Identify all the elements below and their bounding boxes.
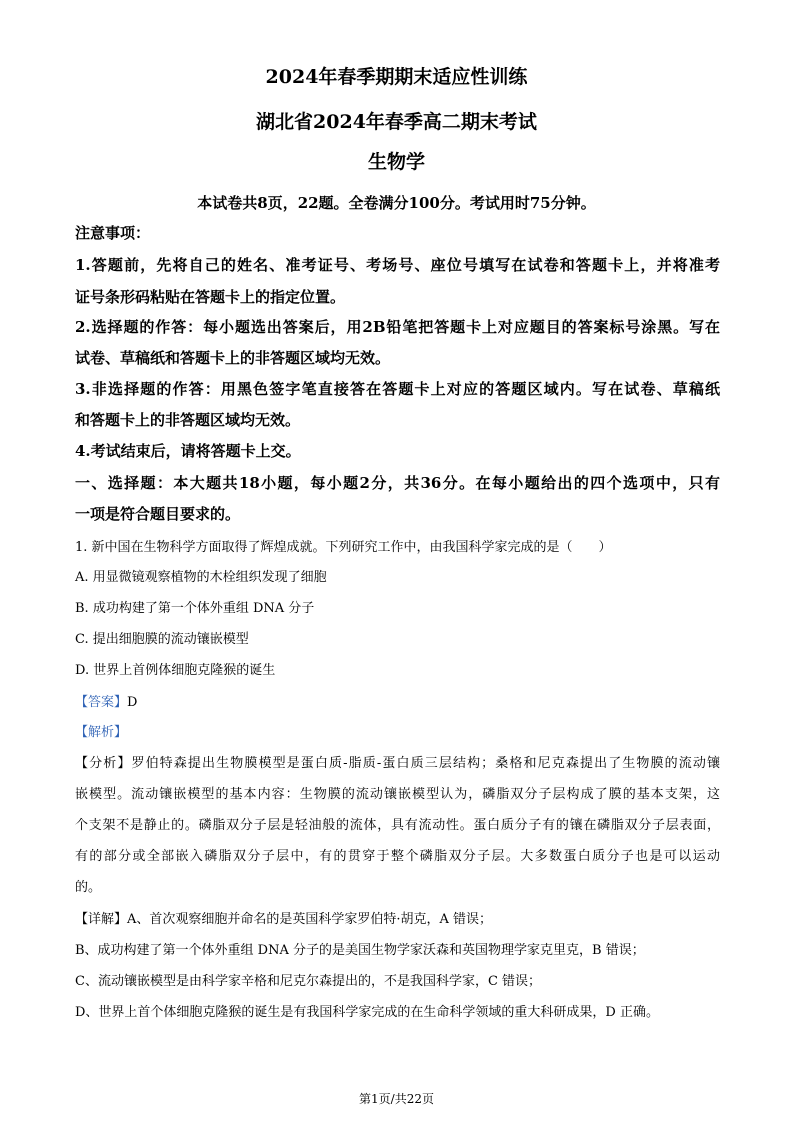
notice-heading: 注意事项： xyxy=(75,224,151,242)
notice-line: 和答题卡上的非答题区域均无效。 xyxy=(75,411,301,429)
notice-line: 1.答题前，先将自己的姓名、准考证号、考场号、座位号填写在试卷和答题卡上，并将准考 xyxy=(75,256,720,274)
analysis-line: 的。 xyxy=(75,880,102,895)
section-heading-cont: 一项是符合题目要求的。 xyxy=(75,505,241,523)
detail-line: B、成功构建了第一个体外重组 DNA 分子的是美国生物学家沃森和英国物理学家克里克，B 错误； xyxy=(75,943,645,958)
answer-line xyxy=(75,691,720,710)
answer-value: D xyxy=(127,695,138,710)
option-a: A. 用显微镜观察植物的木栓组织发现了细胞 xyxy=(75,570,327,585)
analysis-line: 【分析】罗伯特森提出生物膜模型是蛋白质-脂质-蛋白质三层结构；桑格和尼克森提出了生物膜的流动镶 xyxy=(75,756,720,771)
page-number: 第1页/共22页 xyxy=(359,1092,434,1106)
notice-line: 2.选择题的作答：每小题选出答案后，用2B铅笔把答题卡上对应题目的答案标号涂黑。写在 xyxy=(75,318,720,336)
answer-label: 【答案】 xyxy=(75,695,128,710)
option-b: B. 成功构建了第一个体外重组 DNA 分子 xyxy=(75,601,315,616)
analysis-line: 嵌模型。流动镶嵌模型的基本内容：生物膜的流动镶嵌模型认为，磷脂双分子层构成了膜的基本支架，这 xyxy=(75,787,720,802)
analysis-label: 【解析】 xyxy=(75,725,128,740)
notice-line: 4.考试结束后，请将答题卡上交。 xyxy=(75,442,301,460)
notice-line: 证号条形码粘贴在答题卡上的指定位置。 xyxy=(75,288,346,306)
subject-title: 生物学 xyxy=(367,151,425,173)
notice-line: 试卷、草稿纸和答题卡上的非答题区域均无效。 xyxy=(75,349,391,367)
exam-title: 2024年春季期期末适应性训练 xyxy=(265,66,528,88)
section-heading: 一、选择题：本大题共18小题，每小题2分，共36分。在每小题给出的四个选项中，只有 xyxy=(75,474,720,492)
detail-line: D、世界上首个体细胞克隆猴的诞生是有我国科学家完成的在生命科学领域的重大科研成果，D 正确。 xyxy=(75,1005,659,1020)
notice-line: 3.非选择题的作答：用黑色签字笔直接答在答题卡上对应的答题区域内。写在试卷、草稿纸 xyxy=(75,380,720,398)
option-c: C. 提出细胞膜的流动镶嵌模型 xyxy=(75,632,249,647)
option-d: D. 世界上首例体细胞克隆猴的诞生 xyxy=(75,663,276,678)
detail-line: 【详解】A、首次观察细胞并命名的是英国科学家罗伯特·胡克，A 错误； xyxy=(75,912,493,927)
question-stem: 1. 新中国在生物科学方面取得了辉煌成就。下列研究工作中，由我国科学家完成的是（ ） xyxy=(75,540,612,555)
analysis-line: 有的部分或全部嵌入磷脂双分子层中，有的贯穿于整个磷脂双分子层。大多数蛋白质分子也是可以运动 xyxy=(75,849,720,864)
exam-intro: 本试卷共8页，22题。全卷满分100分。考试用时75分钟。 xyxy=(197,194,596,212)
detail-line: C、流动镶嵌模型是由科学家辛格和尼克尔森提出的，不是我国科学家，C 错误； xyxy=(75,974,542,989)
exam-subtitle: 湖北省2024年春季高二期末考试 xyxy=(256,111,537,133)
analysis-line: 个支架不是静止的。磷脂双分子层是轻油般的流体，具有流动性。蛋白质分子有的镶在磷脂双分子层表面， xyxy=(75,818,720,833)
